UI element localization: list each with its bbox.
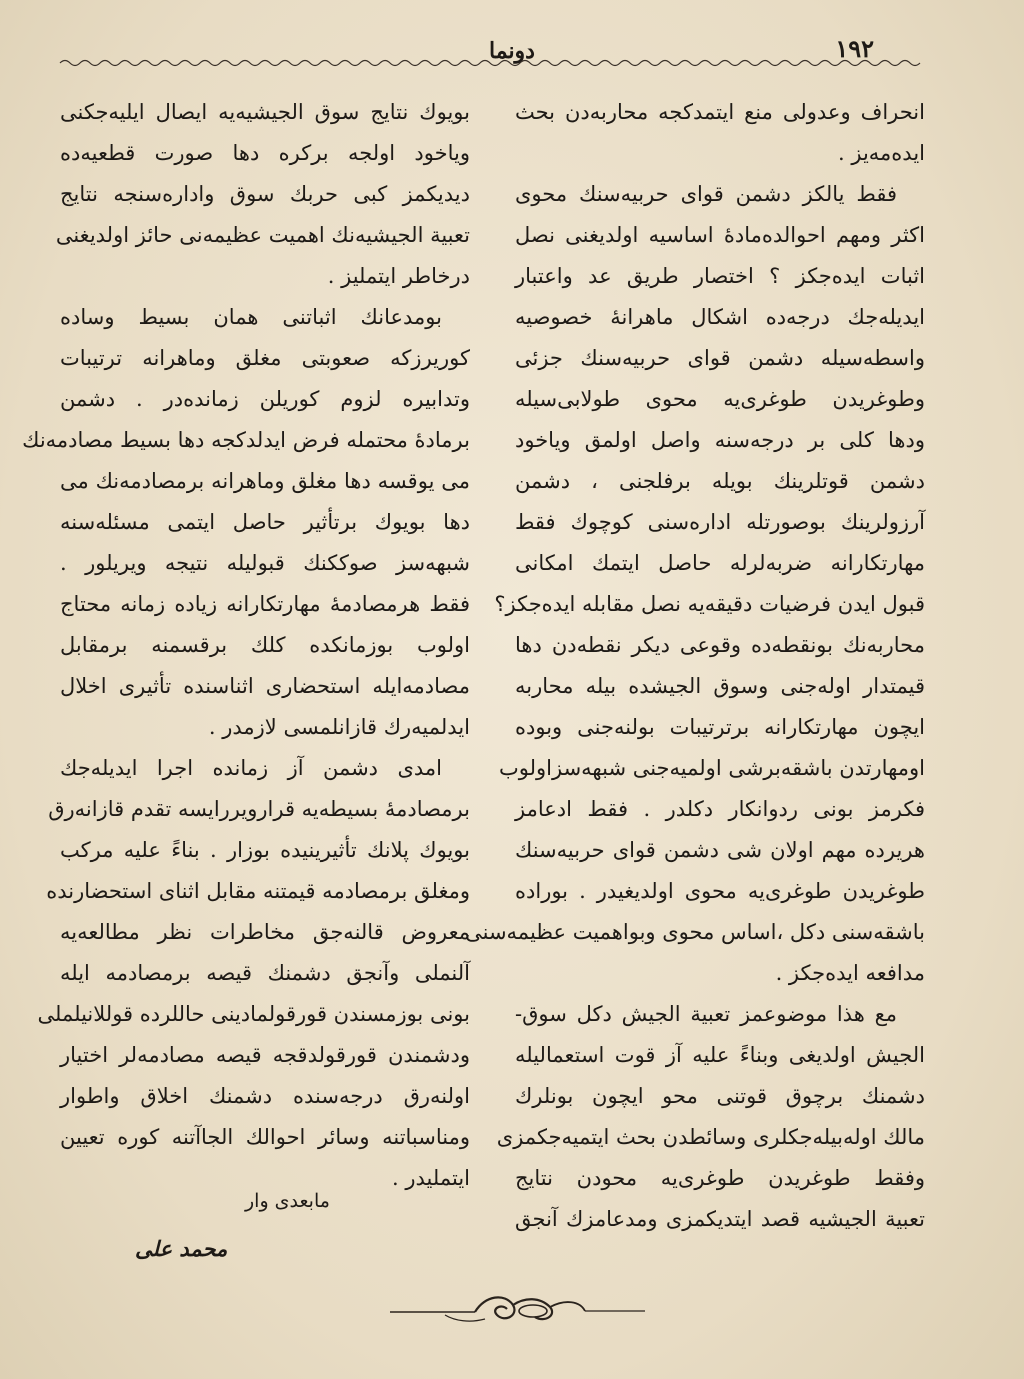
- text-line: فقط هرمصادمهٔ مهارتكارانه زياده زمانه محتاج: [60, 592, 470, 616]
- text-line: فقط يالكز دشمن قواى حربيه‌سنك محوى: [515, 182, 897, 206]
- text-line: طوغريدن طوغرى‌يه محوى اولديغيدر . بوراده: [515, 879, 925, 903]
- text-line: تعبية الجيشيه‌نك اهميت عظيمه‌نى حائز اولديغنى: [55, 223, 470, 247]
- text-line: ودشمندن قورقولدقجه قيصه مصادمه‌لر اختيار: [60, 1043, 470, 1067]
- text-line: برمادهٔ محتمله فرض ايدلدكجه دها بسيط مصادمه‌نك: [22, 428, 470, 452]
- text-line: فكرمز بونى ردوانكار دكلدر . فقط ادعامز: [515, 797, 925, 821]
- text-line: بونى بوزمسندن قورقولمادينى حاللرده قوللانيلملى: [37, 1002, 470, 1026]
- text-line: ديديكمز كبى حربك سوق واداره‌سنجه نتايج: [60, 182, 470, 206]
- text-line: دشمنك برچوق قوتنى محو ايچون بونلرك: [515, 1084, 925, 1108]
- text-line: برمصادمهٔ بسيطه‌يه قرارويررايسه تقدم قازانه‌رق: [48, 797, 470, 821]
- text-line: مصادمه‌ايله استحضارى اثناسنده تأثيرى اخلال: [60, 674, 470, 698]
- text-line: وفقط طوغريدن طوغرى‌يه محودن نتايج: [515, 1166, 925, 1190]
- text-line: اكثر ومهم احوالده‌مادهٔ اساسيه اولديغنى نصل: [515, 223, 925, 247]
- header-wavy-rule: [60, 58, 920, 68]
- text-line: واسطه‌سيله دشمن قواى حربيه‌سنك جزئى: [515, 346, 925, 370]
- text-line: وتدابيره لزوم كوريلن زمانده‌در . دشمن: [60, 387, 470, 411]
- text-line: شبهه‌سز صوككنك قبوليله نتيجه ويريلور .: [60, 551, 470, 575]
- text-line: بويوك نتايج سوق الجيشيه‌يه ايصال ايليه‌جكنى: [60, 100, 470, 124]
- text-line: قبول ايدن فرضيات دقيقه‌يه نصل مقابله ايده‌جكز؟: [494, 592, 925, 616]
- text-line: مدافعه ايده‌جكز .: [775, 961, 925, 985]
- text-line: محاربه‌نك بونقطه‌ده وقوعى ديكر نقطه‌دن دها: [515, 633, 925, 657]
- text-line: درخاطر ايتمليز .: [327, 264, 470, 288]
- text-line: قيمتدار اوله‌جنى وسوق الجيشده بيله محاربه: [515, 674, 925, 698]
- text-line: بومدعانك اثباتنى همان بسيط وساده: [60, 305, 442, 329]
- text-line: ايديله‌جك درجه‌ده اشكال ماهرانهٔ خصوصيه: [515, 305, 925, 329]
- text-line: مع هذا موضوعمز تعبية الجيش دكل سوق-: [515, 1002, 897, 1026]
- text-line: اولنه‌رق درجه‌سنده دشمنك اخلاق واطوار: [60, 1084, 470, 1108]
- closing-ornament-icon: [385, 1285, 650, 1335]
- text-line: بويوك پلانك تأثيرينيده بوزار . بناءً عليه مركب: [60, 838, 470, 862]
- text-line: اثبات ايده‌جكز ؟ اختصار طريق عد واعتبار: [515, 264, 925, 288]
- text-line: ايتمليدر .: [392, 1166, 470, 1190]
- text-line: اومهارتدن باشقه‌برشى اولميه‌جنى شبهه‌سزاولوب: [499, 756, 925, 780]
- text-line: آلنملى وآنجق دشمنك قيصه برمصادمه ايله: [60, 961, 470, 985]
- text-line: مهارتكارانه ضربه‌لرله حاصل ايتمك امكانى: [515, 551, 925, 575]
- text-line: باشقه‌سنى دكل ،اساس محوى وبواهميت عظيمه‌سنى: [465, 920, 925, 944]
- text-line: انحراف وعدولى منع ايتمدكجه محاربه‌دن بحث: [515, 100, 925, 124]
- text-line: وطوغريدن طوغرى‌يه محوى طولابى‌سيله: [515, 387, 925, 411]
- text-line: ايچون مهارتكارانه برترتيبات بولنه‌جنى وبوده: [515, 715, 925, 739]
- text-line: معروض قالنه‌جق مخاطرات نظر مطالعه‌يه: [60, 920, 470, 944]
- author-signature: محمد على: [135, 1236, 228, 1261]
- running-title: دونما: [489, 38, 535, 64]
- text-line: مالك اوله‌بيله‌جكلرى وسائطدن بحث ايتميه‌جكمزى: [496, 1125, 925, 1149]
- text-line: ومغلق برمصادمه قيمتنه مقابل اثناى استحضارنده: [46, 879, 470, 903]
- page-number: ١٩٢: [835, 34, 874, 63]
- text-line: آرزولرينك بوصورتله اداره‌سنى كوچوك فقط: [515, 510, 925, 534]
- right-column: [465, 92, 925, 1240]
- text-line: مى يوقسه دها مغلق وماهرانه برمصادمه‌نك مى: [60, 469, 470, 493]
- text-line: وياخود اولجه بركره دها صورت قطعيه‌ده: [60, 141, 470, 165]
- to-be-continued: مابعدى وار: [245, 1190, 330, 1212]
- text-line: دشمن قوتلرينك بويله برفلجنى ، دشمن: [515, 469, 925, 493]
- text-line: ومناسباتنه وسائر احوالك الجاآتنه كوره تعيين: [60, 1125, 470, 1149]
- text-line: هريرده مهم اولان شى دشمن قواى حربيه‌سنك: [515, 838, 925, 862]
- text-line: ايدلميه‌رك قازانلمسى لازمدر .: [208, 715, 470, 739]
- text-line: امدى دشمن آز زمانده اجرا ايديله‌جك: [60, 756, 442, 780]
- text-line: تعبية الجيشيه قصد ايتديكمزى ومدعامزك آنجق: [515, 1207, 925, 1231]
- text-line: اولوب بوزمانكده كلك برقسمنه برمقابل: [60, 633, 470, 657]
- left-column: [22, 92, 470, 1199]
- text-line: ودها كلى بر درجه‌سنه واصل اولمق وياخود: [515, 428, 925, 452]
- text-line: الجيش اولديغى وبناءً عليه آز قوت استعماليله: [515, 1043, 925, 1067]
- text-line: كوريرزكه صعوبتى مغلق وماهرانه ترتيبات: [60, 346, 470, 370]
- text-line: دها بويوك برتأثير حاصل ايتمى مسئله‌سنه: [60, 510, 470, 534]
- text-line: ايده‌مه‌يز .: [838, 141, 925, 165]
